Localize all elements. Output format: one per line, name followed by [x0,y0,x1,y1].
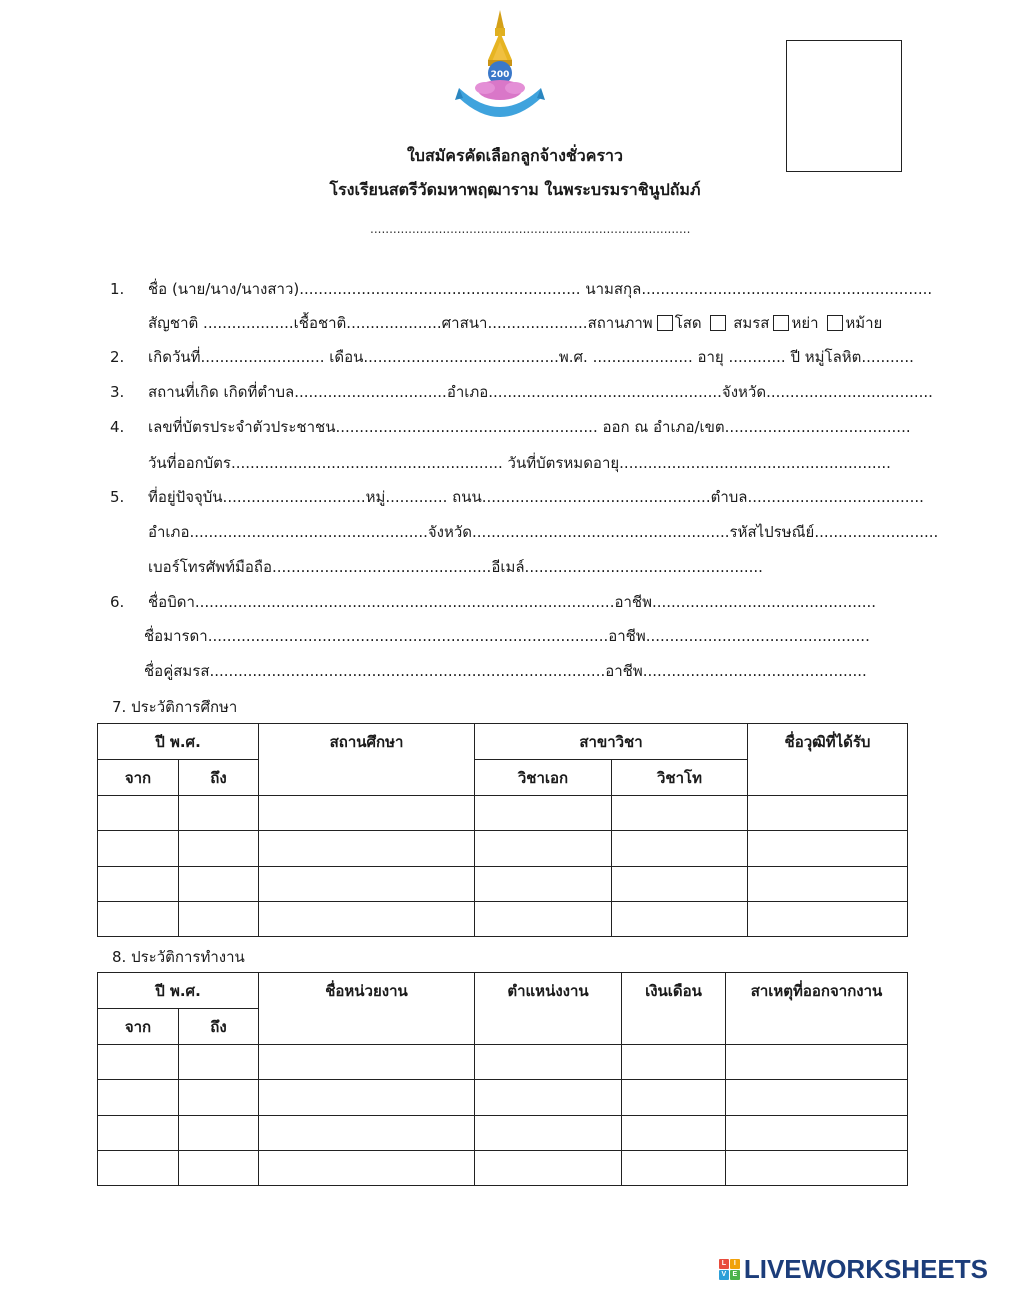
item-number: 1. [110,280,125,298]
icon-letter: E [730,1270,740,1280]
liveworksheets-icon [719,1259,740,1280]
table-cell[interactable] [179,796,259,831]
table-cell[interactable] [612,831,748,867]
table-cell[interactable] [475,902,612,937]
table-cell[interactable] [622,1151,726,1186]
table-cell[interactable] [475,1080,622,1116]
table-cell[interactable] [98,1045,179,1080]
table-cell[interactable] [179,831,259,867]
table-cell[interactable] [98,831,179,867]
table-cell[interactable] [179,867,259,902]
married-checkbox[interactable] [710,315,726,331]
salary-header: เงินเดือน [622,973,726,1045]
school-name: โรงเรียนสตรีวัดมหาพฤฒาราม ในพระบรมราชินูปถัมภ์ [329,180,701,199]
table-cell[interactable] [259,1045,475,1080]
from-header: จาก [98,760,179,796]
minor-header: วิชาโท [612,760,748,796]
table-cell[interactable] [475,1045,622,1080]
table-cell[interactable] [622,1116,726,1151]
year-header: ปี พ.ศ. [98,973,259,1009]
table-row [98,1045,908,1080]
icon-letter: V [719,1270,729,1280]
education-section-title: 7. ประวัติการศึกษา [112,698,238,716]
table-cell[interactable] [612,796,748,831]
work-section-title: 8. ประวัติการทำงาน [112,948,245,966]
table-row [98,867,908,902]
table-cell[interactable] [748,902,908,937]
divorced-label: หย่า [791,314,819,332]
phone-email-field[interactable]: เบอร์โทรศัพท์มือถือ..............................................อีเมล์.................................................. [148,558,763,576]
birthdate-age-field[interactable]: เกิดวันที่.......................... เดือน.........................................พ.ศ. ..................... อายุ ............ ปี หมู่โลหิต........... [148,348,914,366]
table-row [98,796,908,831]
item-number: 3. [110,383,125,401]
table-cell[interactable] [259,831,475,867]
table-cell[interactable] [259,1116,475,1151]
table-cell[interactable] [259,1080,475,1116]
id-card-dates-field[interactable]: วันที่ออกบัตร......................................................... วันที่บัตรหมดอายุ......................................................... [148,454,891,472]
table-cell[interactable] [179,1151,259,1186]
table-cell[interactable] [98,902,179,937]
position-header: ตำแหน่งงาน [475,973,622,1045]
work-history-table [97,972,908,1186]
to-header: ถึง [179,1009,259,1045]
table-cell[interactable] [475,831,612,867]
table-cell[interactable] [98,1080,179,1116]
organization-header: ชื่อหน่วยงาน [259,973,475,1045]
table-cell[interactable] [726,1045,908,1080]
school-emblem-icon [455,8,545,128]
table-cell[interactable] [726,1080,908,1116]
table-row [98,1116,908,1151]
table-row [98,831,908,867]
mother-field[interactable]: ชื่อมารดา....................................................................................อาชีพ............................................... [144,627,870,645]
major-header: วิชาเอก [475,760,612,796]
divorced-checkbox[interactable] [773,315,789,331]
table-cell[interactable] [259,902,475,937]
item-number: 4. [110,418,125,436]
table-cell[interactable] [612,902,748,937]
position-blank-line[interactable]: .................................................................................... [370,222,691,236]
single-checkbox[interactable] [657,315,673,331]
widowed-label: หม้าย [845,314,883,332]
table-cell[interactable] [475,867,612,902]
table-cell[interactable] [259,867,475,902]
table-cell[interactable] [748,831,908,867]
birthplace-field[interactable]: สถานที่เกิด เกิดที่ตำบล................................อำเภอ.................................................จังหวัด................................... [148,383,933,401]
id-card-field[interactable]: เลขที่บัตรประจำตัวประชาชน....................................................... ออก ณ อำเภอ/เขต....................................... [148,418,911,436]
address-district-field[interactable]: อำเภอ..................................................จังหวัด......................................................รหัสไปรษณีย์.......................... [148,523,939,541]
item-number: 5. [110,488,125,506]
table-cell[interactable] [612,867,748,902]
table-row [98,1080,908,1116]
spouse-field[interactable]: ชื่อคู่สมรส...................................................................................อาชีพ............................................... [144,662,867,680]
field-header: สาขาวิชา [475,724,748,760]
table-cell[interactable] [98,1151,179,1186]
table-cell[interactable] [179,1045,259,1080]
leave-reason-header: สาเหตุที่ออกจากงาน [726,973,908,1045]
married-label: สมรส [733,314,770,332]
year-header: ปี พ.ศ. [98,724,259,760]
table-cell[interactable] [179,1116,259,1151]
item-number: 6. [110,593,125,611]
school-header: สถานศึกษา [259,724,475,796]
table-cell[interactable] [475,796,612,831]
table-cell[interactable] [475,1151,622,1186]
nationality-status-row [148,314,882,332]
name-surname-field[interactable]: ชื่อ (นาย/นาง/นางสาว)........................................................... นามสกุล............................................................. [148,280,933,298]
table-cell[interactable] [622,1080,726,1116]
table-cell[interactable] [726,1151,908,1186]
nationality-religion-field[interactable]: สัญชาติ ...................เชื้อชาติ....................ศาสนา.....................สถานภาพ [148,314,653,332]
liveworksheets-logo [719,1254,988,1285]
table-cell[interactable] [179,902,259,937]
table-cell[interactable] [259,1151,475,1186]
table-row [98,902,908,937]
table-cell[interactable] [259,796,475,831]
address-field[interactable]: ที่อยู่ปัจจุบัน..............................หมู่............. ถนน................................................ตำบล..................................... [148,488,924,506]
table-cell[interactable] [98,1116,179,1151]
table-cell[interactable] [98,796,179,831]
table-cell[interactable] [475,1116,622,1151]
item-number: 2. [110,348,125,366]
table-cell[interactable] [726,1116,908,1151]
table-cell[interactable] [748,867,908,902]
widowed-checkbox[interactable] [827,315,843,331]
table-cell[interactable] [748,796,908,831]
brand-name: LIVEWORKSHEETS [743,1254,988,1284]
degree-header: ชื่อวุฒิที่ได้รับ [748,724,908,796]
table-cell[interactable] [622,1045,726,1080]
from-header: จาก [98,1009,179,1045]
table-row [98,1151,908,1186]
icon-letter: I [730,1259,740,1269]
form-title: ใบสมัครคัดเลือกลูกจ้างชั่วคราว [406,146,623,165]
emblem-number: 200 [490,70,510,80]
education-table [97,723,908,937]
table-cell[interactable] [179,1080,259,1116]
single-label: โสด [674,314,702,332]
icon-letter: L [719,1259,729,1269]
to-header: ถึง [179,760,259,796]
father-field[interactable]: ชื่อบิดา........................................................................................อาชีพ............................................... [148,593,877,611]
table-cell[interactable] [98,867,179,902]
